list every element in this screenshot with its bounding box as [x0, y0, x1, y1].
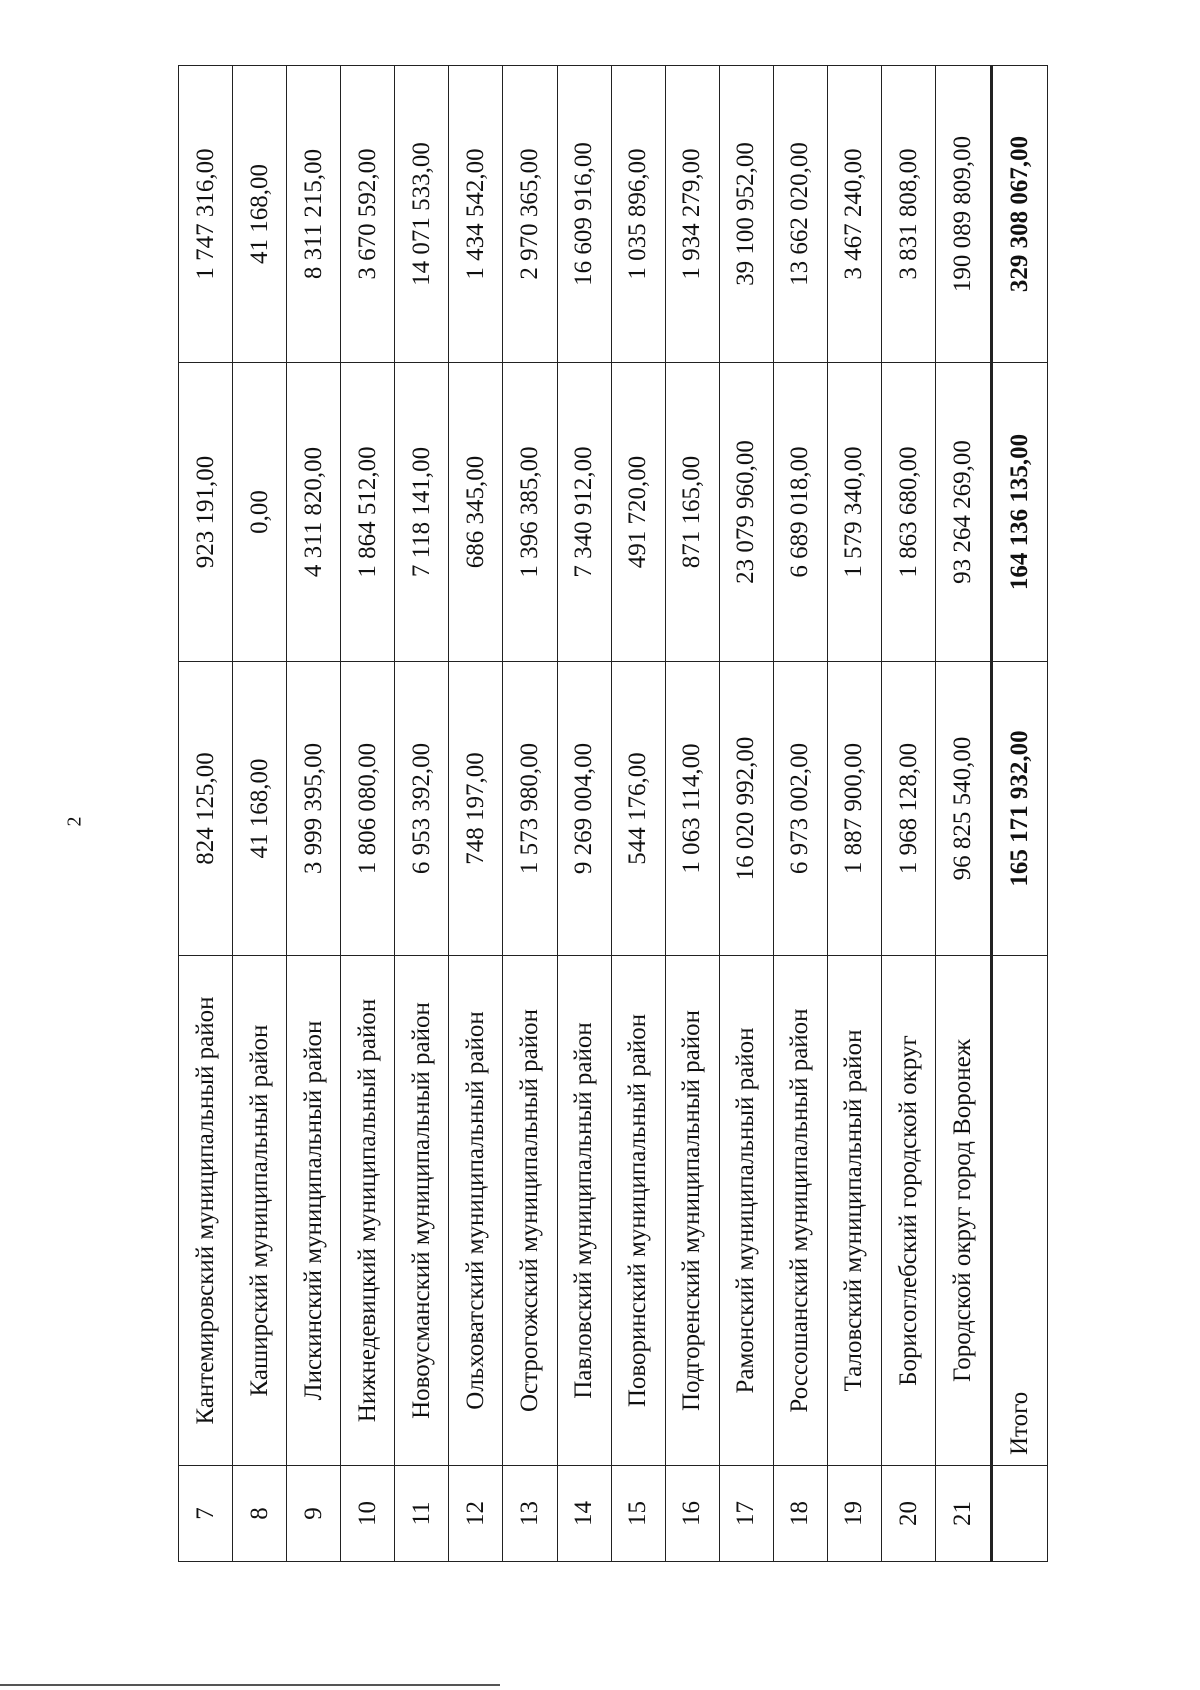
table-row [233, 66, 287, 1562]
value-3: 2 970 365,00 [503, 66, 557, 363]
table-row [557, 66, 611, 1562]
value-1: 1 063 114,00 [665, 662, 719, 956]
value-2: 7 340 912,00 [557, 363, 611, 662]
value-1: 6 973 002,00 [773, 662, 827, 956]
district-name: Нижнедевицкий муниципальный район [341, 956, 395, 1466]
value-3: 1 747 316,00 [179, 66, 233, 363]
value-3: 14 071 533,00 [395, 66, 449, 363]
table-row [773, 66, 827, 1562]
row-number: 18 [773, 1466, 827, 1562]
value-2: 4 311 820,00 [287, 363, 341, 662]
value-3: 8 311 215,00 [287, 66, 341, 363]
value-1: 3 999 395,00 [287, 662, 341, 956]
total-num-cell [992, 1466, 1048, 1562]
table-container [178, 66, 1048, 1562]
value-3: 3 831 808,00 [882, 66, 936, 363]
value-1: 96 825 540,00 [936, 662, 992, 956]
value-1: 544 176,00 [611, 662, 665, 956]
table-row [719, 66, 773, 1562]
value-1: 41 168,00 [233, 662, 287, 956]
row-number: 12 [449, 1466, 503, 1562]
value-3: 3 467 240,00 [827, 66, 881, 363]
value-2: 491 720,00 [611, 363, 665, 662]
row-number: 9 [287, 1466, 341, 1562]
value-1: 1 573 980,00 [503, 662, 557, 956]
district-name: Таловский муниципальный район [827, 956, 881, 1466]
value-2: 23 079 960,00 [719, 363, 773, 662]
table-row [341, 66, 395, 1562]
value-2: 1 863 680,00 [882, 363, 936, 662]
value-3: 3 670 592,00 [341, 66, 395, 363]
value-2: 686 345,00 [449, 363, 503, 662]
rotated-table-frame [178, 66, 1048, 1562]
table-row [665, 66, 719, 1562]
total-value-1: 165 171 932,00 [992, 662, 1048, 956]
total-label: Итого [992, 956, 1048, 1466]
value-1: 1 968 128,00 [882, 662, 936, 956]
row-number: 20 [882, 1466, 936, 1562]
row-number: 8 [233, 1466, 287, 1562]
total-value-2: 164 136 135,00 [992, 363, 1048, 662]
row-number: 7 [179, 1466, 233, 1562]
table-row [395, 66, 449, 1562]
value-1: 6 953 392,00 [395, 662, 449, 956]
district-name: Лискинский муниципальный район [287, 956, 341, 1466]
value-1: 824 125,00 [179, 662, 233, 956]
table-row [611, 66, 665, 1562]
budget-table [178, 65, 1048, 1562]
value-3: 1 434 542,00 [449, 66, 503, 363]
district-name: Поворинский муниципальный район [611, 956, 665, 1466]
value-3: 13 662 020,00 [773, 66, 827, 363]
table-row [936, 66, 992, 1562]
row-number: 10 [341, 1466, 395, 1562]
value-3: 190 089 809,00 [936, 66, 992, 363]
row-number: 16 [665, 1466, 719, 1562]
table-row [503, 66, 557, 1562]
district-name: Городской округ город Воронеж [936, 956, 992, 1466]
district-name: Борисоглебский городской округ [882, 956, 936, 1466]
district-name: Россошанский муниципальный район [773, 956, 827, 1466]
value-1: 9 269 004,00 [557, 662, 611, 956]
value-1: 1 806 080,00 [341, 662, 395, 956]
value-2: 0,00 [233, 363, 287, 662]
total-row [992, 66, 1048, 1562]
row-number: 15 [611, 1466, 665, 1562]
value-2: 1 864 512,00 [341, 363, 395, 662]
district-name: Подгоренский муниципальный район [665, 956, 719, 1466]
row-number: 14 [557, 1466, 611, 1562]
row-number: 21 [936, 1466, 992, 1562]
table-row [287, 66, 341, 1562]
value-3: 1 934 279,00 [665, 66, 719, 363]
value-1: 748 197,00 [449, 662, 503, 956]
district-name: Острогожский муниципальный район [503, 956, 557, 1466]
district-name: Новоусманский муниципальный район [395, 956, 449, 1466]
value-1: 16 020 992,00 [719, 662, 773, 956]
value-2: 93 264 269,00 [936, 363, 992, 662]
table-row [449, 66, 503, 1562]
value-3: 39 100 952,00 [719, 66, 773, 363]
value-2: 871 165,00 [665, 363, 719, 662]
total-value-3: 329 308 067,00 [992, 66, 1048, 363]
district-name: Рамонский муниципальный район [719, 956, 773, 1466]
value-1: 1 887 900,00 [827, 662, 881, 956]
scan-edge-line [0, 1684, 500, 1686]
table-body [179, 66, 1048, 1562]
table-row [179, 66, 233, 1562]
district-name: Кантемировский муниципальный район [179, 956, 233, 1466]
row-number: 13 [503, 1466, 557, 1562]
value-3: 1 035 896,00 [611, 66, 665, 363]
value-2: 1 396 385,00 [503, 363, 557, 662]
value-2: 923 191,00 [179, 363, 233, 662]
district-name: Ольховатский муниципальный район [449, 956, 503, 1466]
district-name: Каширский муниципальный район [233, 956, 287, 1466]
page-number: 2 [63, 816, 86, 827]
value-2: 6 689 018,00 [773, 363, 827, 662]
value-2: 7 118 141,00 [395, 363, 449, 662]
value-2: 1 579 340,00 [827, 363, 881, 662]
row-number: 17 [719, 1466, 773, 1562]
value-3: 41 168,00 [233, 66, 287, 363]
value-3: 16 609 916,00 [557, 66, 611, 363]
row-number: 19 [827, 1466, 881, 1562]
district-name: Павловский муниципальный район [557, 956, 611, 1466]
table-row [882, 66, 936, 1562]
row-number: 11 [395, 1466, 449, 1562]
table-row [827, 66, 881, 1562]
